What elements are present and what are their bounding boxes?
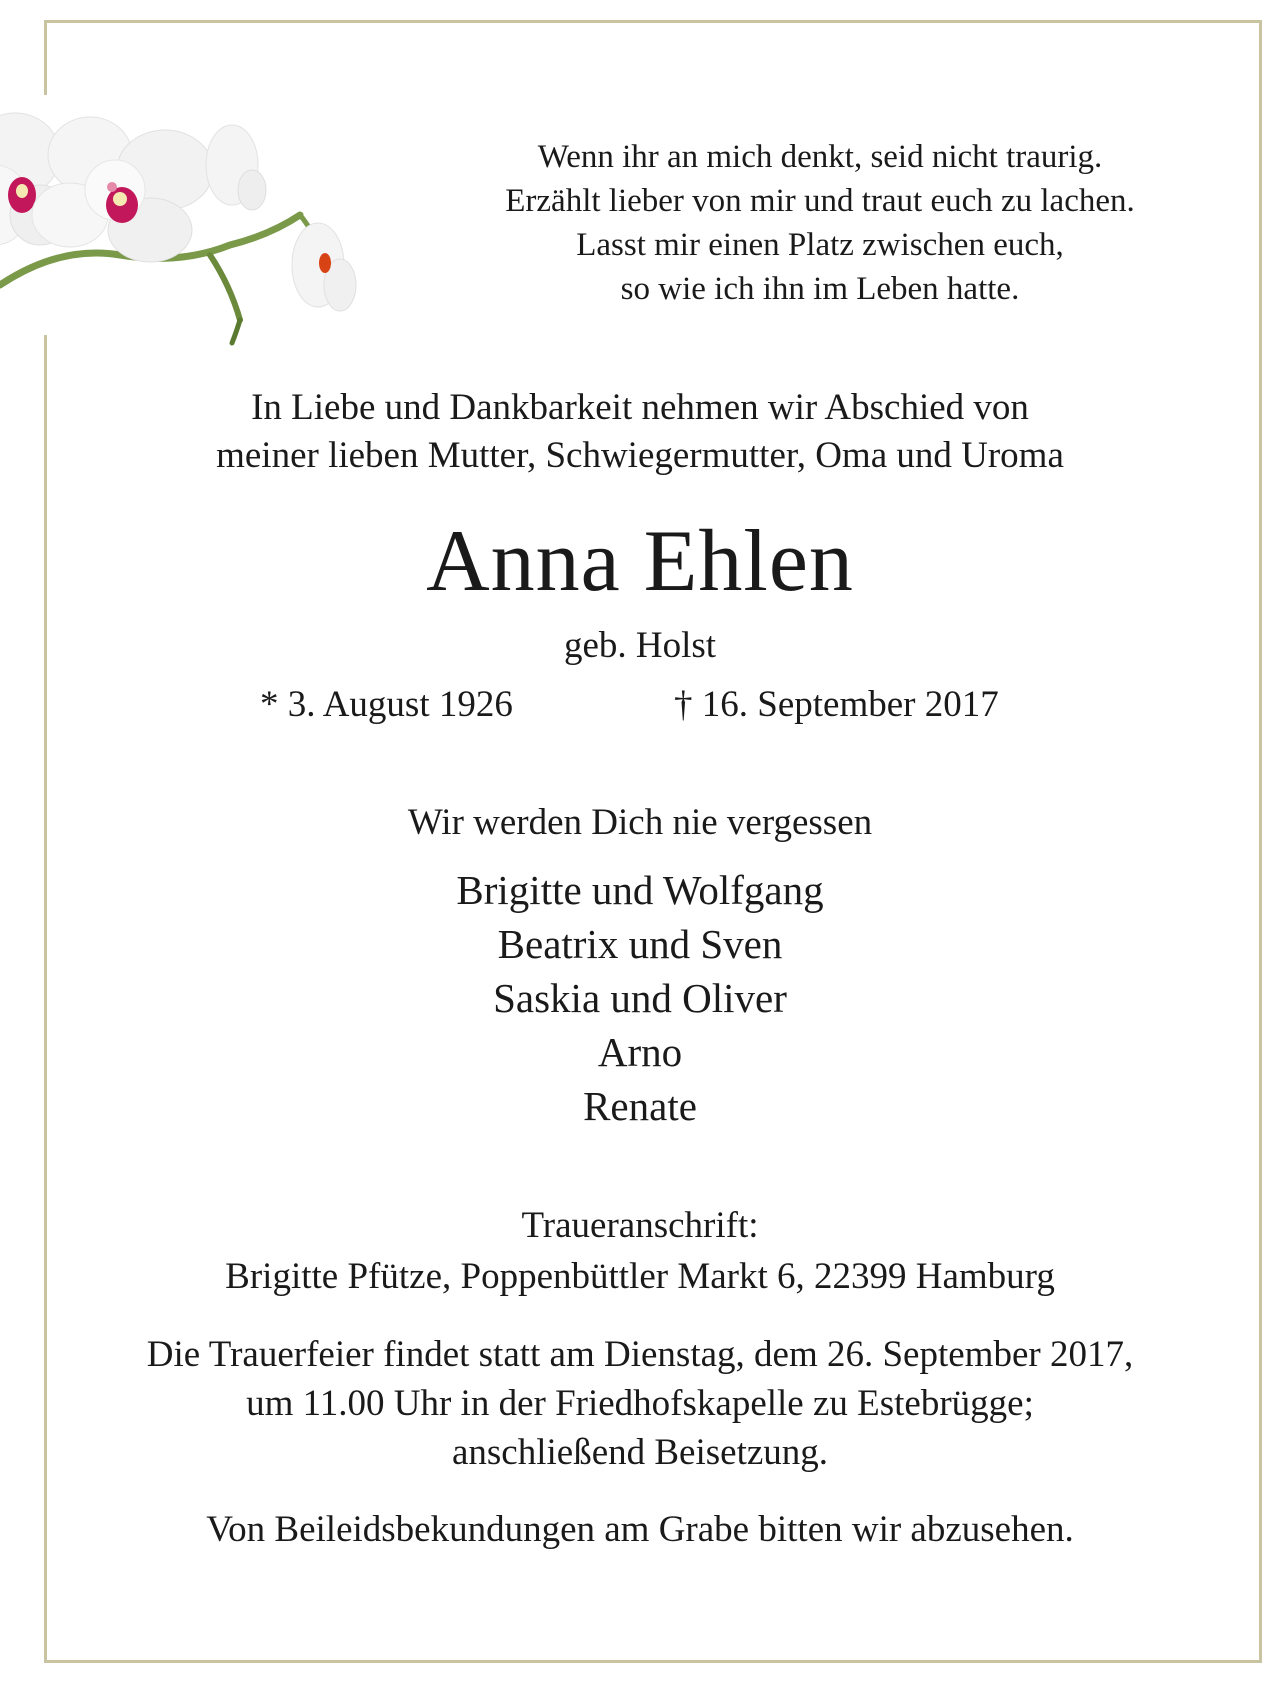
ceremony-line: um 11.00 Uhr in der Friedhofskapelle zu Estebrügge;: [246, 1383, 1034, 1424]
closing-note: Von Beileidsbekundungen am Grabe bitten wir abzusehen.: [206, 1509, 1074, 1550]
death-date: † 16. September 2017: [674, 684, 999, 725]
birth-date: * 3. August 1926: [260, 684, 513, 725]
mourner-name: Beatrix und Sven: [497, 921, 783, 967]
ceremony-line: anschließend Beisetzung.: [451, 1432, 829, 1473]
maiden-name: geb. Holst: [563, 625, 717, 666]
mourner-name: Arno: [597, 1029, 683, 1075]
mourner-name: Saskia und Oliver: [493, 975, 787, 1021]
orchid-flower-icon: [0, 95, 380, 355]
life-dates: [0, 682, 1280, 728]
mourning-address: Brigitte Pfütze, Poppenbüttler Markt 6, 22399 Hamburg: [225, 1256, 1055, 1297]
address-label: Traueranschrift:: [521, 1205, 759, 1246]
mourner-name: Brigitte und Wolfgang: [456, 867, 824, 913]
intro-line: In Liebe und Dankbarkeit nehmen wir Abschied von: [251, 387, 1029, 428]
poem-line: Erzählt lieber von mir und traut euch zu lachen.: [505, 183, 1135, 219]
poem: [440, 135, 1200, 311]
poem-line: Lasst mir einen Platz zwischen euch,: [576, 227, 1064, 263]
deceased-name: Anna Ehlen: [426, 513, 854, 610]
mourners-list: [0, 863, 1280, 1133]
poem-line: so wie ich ihn im Leben hatte.: [620, 271, 1020, 307]
intro-line: meiner lieben Mutter, Schwiegermutter, Oma und Uroma: [216, 435, 1064, 476]
intro-text: [0, 384, 1280, 480]
ceremony-line: Die Trauerfeier findet statt am Dienstag, dem 26. September 2017,: [146, 1334, 1134, 1375]
poem-line: Wenn ihr an mich denkt, seid nicht traurig.: [537, 139, 1103, 175]
ceremony-details: [0, 1330, 1280, 1477]
mourner-name: Renate: [583, 1083, 697, 1129]
farewell-line: Wir werden Dich nie vergessen: [407, 802, 873, 843]
